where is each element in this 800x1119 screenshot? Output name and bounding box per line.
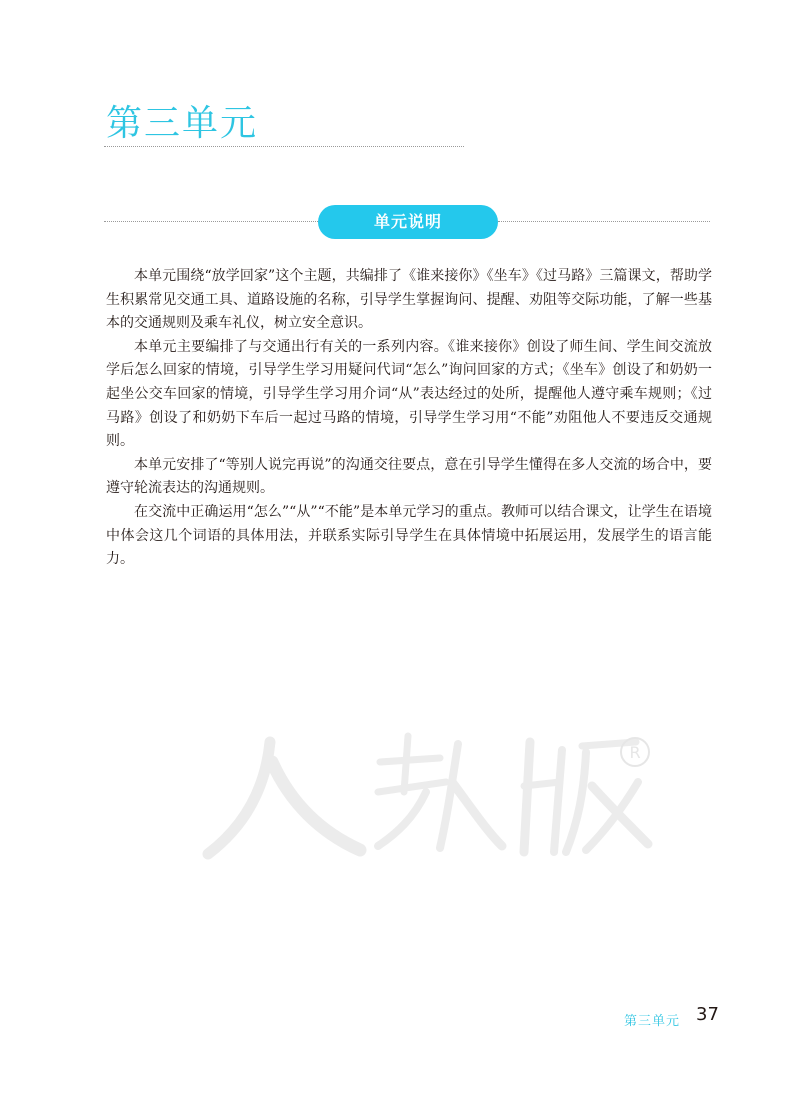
- publisher-watermark: [190, 722, 660, 872]
- section-badge: 单元说明: [318, 205, 498, 239]
- footer-unit-label: 第三单元: [624, 1014, 681, 1029]
- unit-description: [106, 265, 712, 572]
- paragraph: 本单元主要编排了与交通出行有关的一系列内容。《谁来接你》创设了师生间、学生间交流放学后怎么回家的情境，引导学生学习用疑问代词“怎么”询问回家的方式；《坐车》创设了和奶奶一起坐公交车回家的情境，引导学生学习用介词“从”表达经过的处所，提醒他人遵守乘车规则；《过马路》创设了和奶奶下车后一起过马路的情境，引导学生学习用“不能”劝阻他人不要违反交通规则。: [106, 338, 712, 450]
- section-divider-left: [104, 221, 318, 222]
- paragraph: 在交流中正确运用“怎么”“从”“不能”是本单元学习的重点。教师可以结合课文，让学生在语境中体会这几个词语的具体用法，并联系实际引导学生在具体情境中拓展运用，发展学生的语言能力。: [106, 503, 712, 568]
- unit-title: 第三单元: [106, 103, 259, 144]
- page-number: 37: [696, 1004, 719, 1025]
- title-divider: [104, 146, 464, 147]
- paragraph: 本单元围绕“放学回家”这个主题，共编排了《谁来接你》《坐车》《过马路》三篇课文，帮助学生积累常见交通工具、道路设施的名称，引导学生掌握询问、提醒、劝阻等交际功能，了解一些基本的交通规则及乘车礼仪，树立安全意识。: [106, 268, 712, 332]
- paragraph: 本单元安排了“等别人说完再说”的沟通交往要点，意在引导学生懂得在多人交流的场合中，要遵守轮流表达的沟通规则。: [106, 456, 712, 497]
- svg-text:R: R: [629, 743, 641, 762]
- section-divider-right: [498, 221, 710, 222]
